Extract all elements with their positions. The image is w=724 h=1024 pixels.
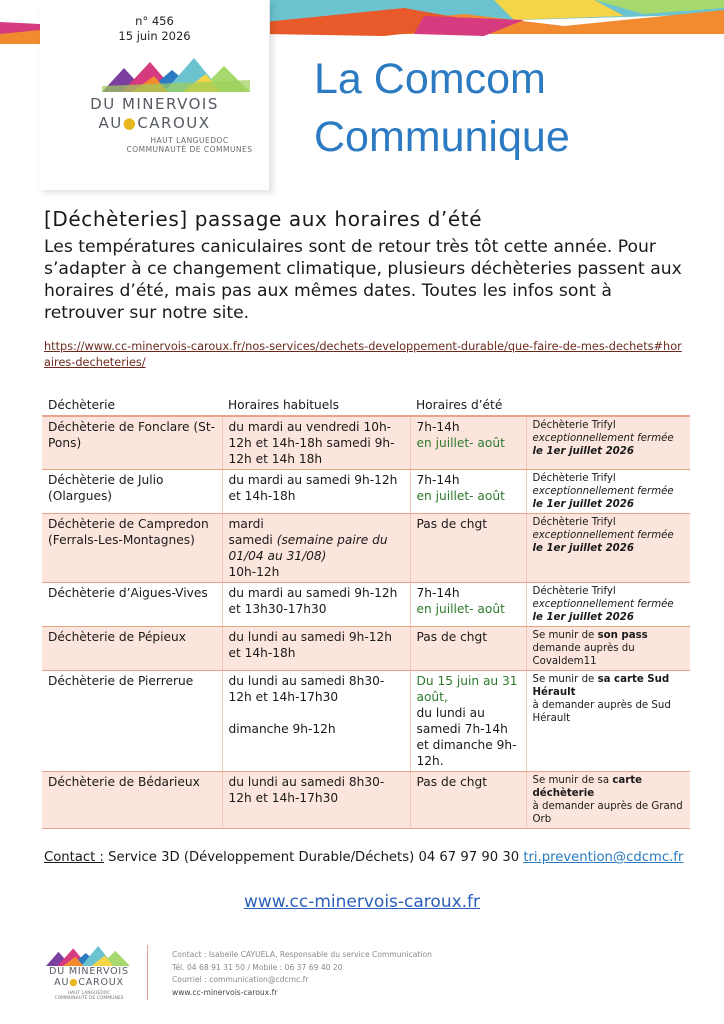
contact-label: Contact : <box>44 850 104 865</box>
note-c: le 1er juillet 2026 <box>532 543 634 554</box>
table-row <box>42 470 690 514</box>
footer-logo-au: AU <box>54 977 70 988</box>
note-b: exceptionnellement fermée <box>532 530 674 541</box>
footer-logo-dot: ● <box>69 977 79 988</box>
ete-hours: 7h-14h <box>416 420 460 434</box>
table-row <box>42 627 690 671</box>
ete-period: en juillet- août <box>416 602 505 616</box>
mountains-logo-icon <box>102 58 250 92</box>
cell-name: Déchèterie de Pierrerue <box>42 671 222 772</box>
header-left-strip <box>0 22 40 44</box>
cell-note <box>526 627 690 671</box>
habituels-d: 10h-12h <box>228 565 280 579</box>
footer-logo-sub <box>44 991 134 1001</box>
footer-mountains-icon <box>46 946 130 966</box>
footer-logo-wordmark <box>44 966 134 988</box>
table-row <box>42 416 690 470</box>
cell-note <box>526 583 690 627</box>
cell-ete <box>410 416 526 470</box>
cell-ete: Pas de chgt <box>410 514 526 583</box>
habituels-a: mardi <box>228 517 264 531</box>
col-header-habituels: Horaires habituels <box>222 396 410 416</box>
contact-line <box>44 850 683 865</box>
cell-ete: Pas de chgt <box>410 627 526 671</box>
col-header-decheterie: Déchèterie <box>42 396 222 416</box>
ete-hours: 7h-14h <box>416 586 460 600</box>
note-a: Se munir de <box>532 630 595 641</box>
newsletter-title-line1: La Comcom <box>314 55 546 103</box>
note-b: exceptionnellement fermée <box>532 433 674 444</box>
note-b: sa carte Sud Hérault <box>532 674 670 698</box>
article-link[interactable]: https://www.cc-minervois-caroux.fr/nos-services/dechets-developpement-durable/que-faire-de-mes-dechets#horaires-decheteries/ <box>44 340 682 369</box>
note-c: le 1er juillet 2026 <box>532 499 634 510</box>
contact-email-link[interactable]: tri.prevention@cdcmc.fr <box>523 850 684 865</box>
note-a: Se munir de <box>532 674 595 685</box>
cell-ete <box>410 470 526 514</box>
issue-info <box>40 14 269 44</box>
ete-period: en juillet- août <box>416 489 505 503</box>
logo-box <box>40 0 270 190</box>
cell-name: Déchèterie de Bédarieux <box>42 772 222 829</box>
issue-number: n° 456 <box>135 14 174 28</box>
footer-logo-line1: DU MINERVOIS <box>49 966 129 977</box>
note-a: Déchèterie Trifyl <box>532 473 616 484</box>
issue-date: 15 juin 2026 <box>118 29 191 43</box>
article-intro: Les températures caniculaires sont de retour très tôt cette année. Pour s’adapter à ce changement climatique, plusieurs déchèteries passent aux horaires d’été, mais pas aux mêmes dates. Toutes les infos sont à retrouver sur notre site. <box>44 237 682 323</box>
cell-name: Déchèterie de Julio (Olargues) <box>42 470 222 514</box>
cell-name: Déchèterie de Fonclare (St-Pons) <box>42 416 222 470</box>
footer-logo <box>44 942 134 1002</box>
table-header-row <box>42 396 690 416</box>
cell-habituels: du mardi au samedi 9h-12h et 14h-18h <box>222 470 410 514</box>
ete-period: en juillet- août <box>416 436 505 450</box>
note-a: Se munir de sa <box>532 775 610 786</box>
note-a: Déchèterie Trifyl <box>532 586 616 597</box>
article-heading: [Déchèteries] passage aux horaires d’été <box>44 207 483 231</box>
note-c: demande auprès du Covaldem11 <box>532 643 635 667</box>
note-b: son pass <box>597 630 648 641</box>
note-c: le 1er juillet 2026 <box>532 612 634 623</box>
note-b: exceptionnellement fermée <box>532 599 674 610</box>
note-line <box>533 774 685 800</box>
contact-service-desc: (Développement Durable/Déchets) <box>183 850 415 865</box>
footer-logo-caroux: CAROUX <box>78 977 124 988</box>
habituels-c: (semaine paire du 01/04 au 31/08) <box>228 533 388 563</box>
ete-hours: du lundi au samedi 7h-14h et dimanche 9h-12h. <box>416 706 517 768</box>
newsletter-title-line2: Communique <box>314 113 570 161</box>
logo-caroux: CAROUX <box>137 114 211 132</box>
cell-habituels: du mardi au samedi 9h-12h et 13h30-17h30 <box>222 583 410 627</box>
cell-habituels <box>222 514 410 583</box>
habituels-b: dimanche 9h-12h <box>228 722 336 736</box>
logo-sub2: COMMUNAUTÉ DE COMMUNES <box>126 145 253 154</box>
table-row <box>42 671 690 772</box>
note-line <box>533 673 685 699</box>
footer-line3: Courriel : communication@cdcmc.fr <box>172 975 309 984</box>
website-link[interactable]: www.cc-minervois-caroux.fr <box>243 892 481 912</box>
footer-line2: Tél. 04 68 91 31 50 / Mobile : 06 37 69 40 20 <box>172 962 343 972</box>
footer-contact <box>172 949 432 999</box>
footer-logo-line2 <box>44 977 134 988</box>
cell-note <box>526 470 690 514</box>
note-c: le 1er juillet 2026 <box>532 446 634 457</box>
logo-line1: DU MINERVOIS <box>90 95 219 113</box>
cell-note <box>526 416 690 470</box>
footer-logo-sub2: COMMUNAUTÉ DE COMMUNES <box>54 996 124 1001</box>
table-row <box>42 772 690 829</box>
ete-period: Du 15 juin au 31 août, <box>416 674 518 704</box>
cell-habituels <box>222 671 410 772</box>
table-row <box>42 583 690 627</box>
schedule-table <box>42 396 690 829</box>
cell-habituels: du lundi au samedi 8h30-12h et 14h-17h30 <box>222 772 410 829</box>
cell-name: Déchèterie d’Aigues-Vives <box>42 583 222 627</box>
footer-website-link[interactable]: www.cc-minervois-caroux.fr <box>172 987 278 997</box>
table-row <box>42 514 690 583</box>
contact-service: Service 3D <box>108 850 180 865</box>
cell-note <box>526 671 690 772</box>
note-b: exceptionnellement fermée <box>532 486 674 497</box>
footer-divider <box>147 945 148 1000</box>
cell-habituels: du mardi au vendredi 10h-12h et 14h-18h samedi 9h-12h et 14h 18h <box>222 416 410 470</box>
logo-subtitle <box>110 136 269 154</box>
logo-line2 <box>70 114 239 133</box>
habituels-b-line <box>229 532 404 564</box>
note-a: Déchèterie Trifyl <box>532 517 616 528</box>
habituels-b: samedi <box>228 533 273 547</box>
note-a: Déchèterie Trifyl <box>532 420 616 431</box>
header-color-banner <box>264 0 724 40</box>
note-line <box>533 629 685 642</box>
logo-sub1: HAUT LANGUEDOC <box>150 136 229 145</box>
contact-phone: 04 67 97 90 30 <box>418 850 520 865</box>
cell-note <box>526 514 690 583</box>
ete-hours: 7h-14h <box>416 473 460 487</box>
logo-au: AU <box>98 114 123 132</box>
cell-ete <box>410 583 526 627</box>
habituels-a: du lundi au samedi 8h30-12h et 14h-17h30 <box>228 674 385 704</box>
note-b: carte déchèterie <box>532 775 643 799</box>
footer-line1: Contact : Isabelle CAYUELA, Responsable du service Communication <box>172 950 432 959</box>
note-c: à demander auprès de Sud Hérault <box>532 700 671 724</box>
cell-name: Déchèterie de Campredon (Ferrals-Les-Montagnes) <box>42 514 222 583</box>
cell-note <box>526 772 690 829</box>
cell-name: Déchèterie de Pépieux <box>42 627 222 671</box>
cell-ete: Pas de chgt <box>410 772 526 829</box>
cell-ete <box>410 671 526 772</box>
cell-habituels: du lundi au samedi 9h-12h et 14h-18h <box>222 627 410 671</box>
col-header-notes <box>526 396 690 416</box>
logo-wordmark <box>70 95 239 133</box>
note-c: à demander auprès de Grand Orb <box>532 801 683 825</box>
footer-logo-sub1: HAUT LANGUEDOC <box>67 991 111 996</box>
logo-dot: ● <box>122 114 138 132</box>
col-header-ete: Horaires d’été <box>410 396 526 416</box>
